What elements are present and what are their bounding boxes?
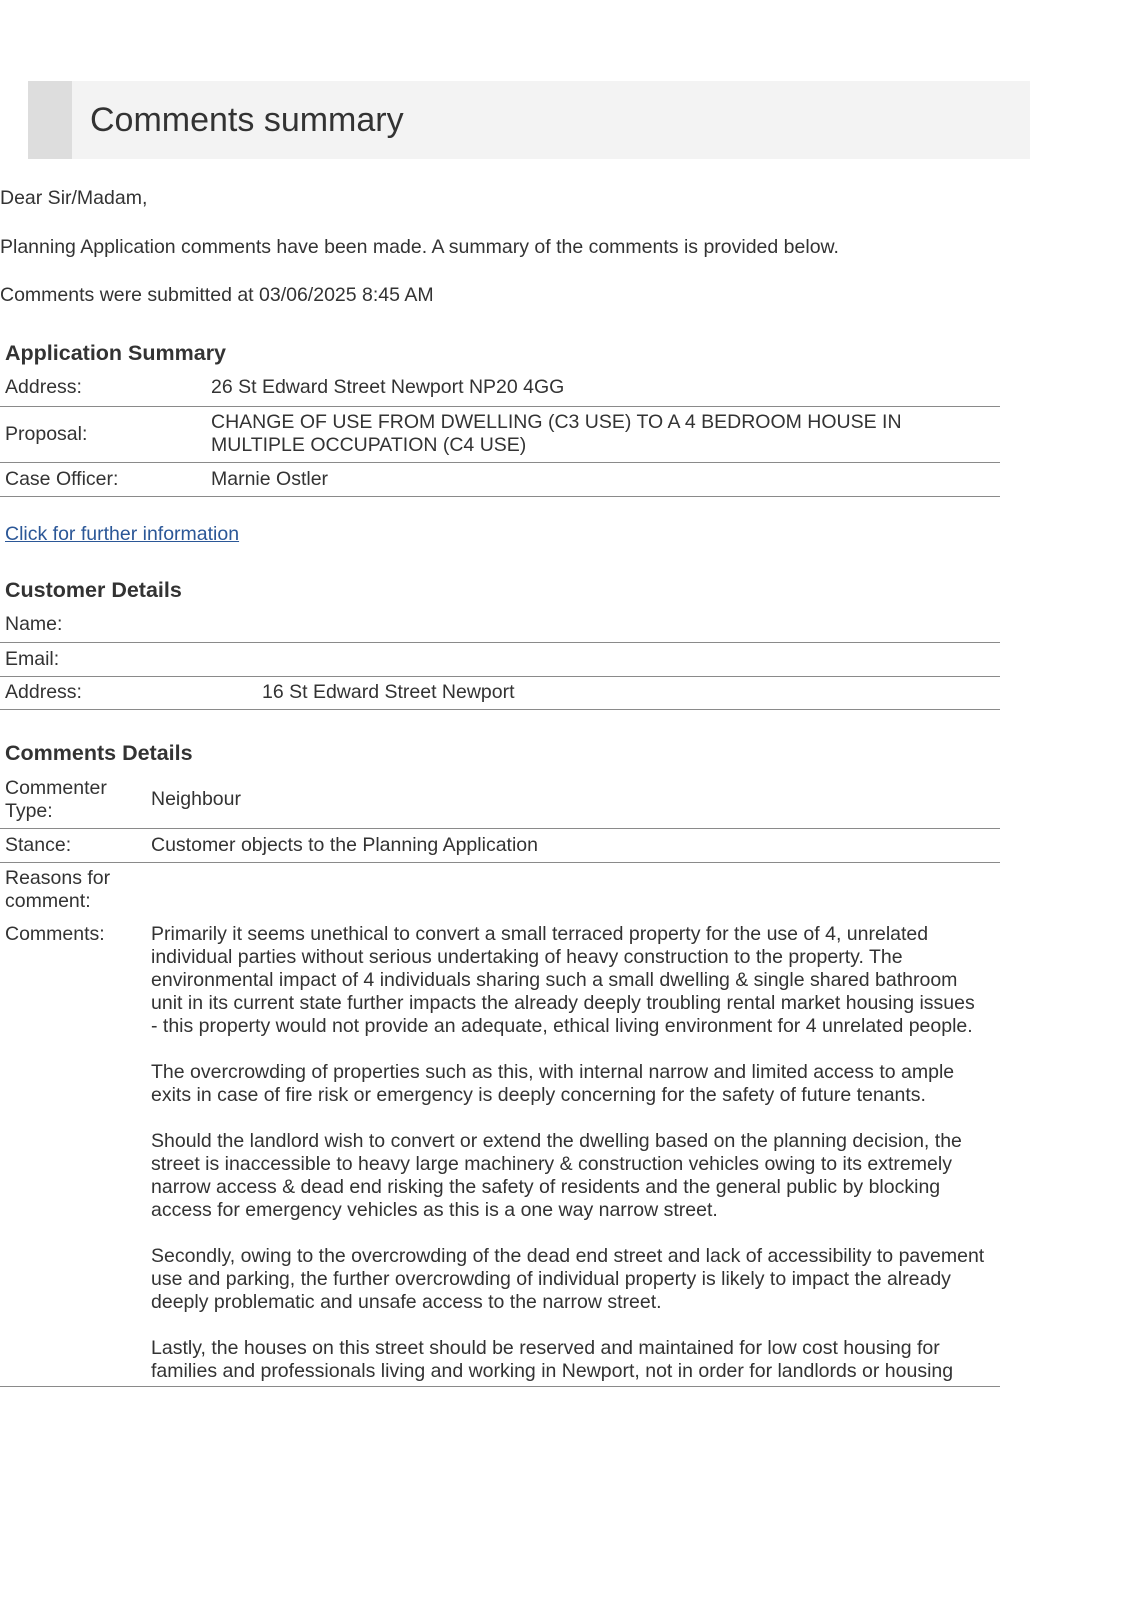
application-summary-table bbox=[0, 370, 1000, 497]
table-row bbox=[0, 406, 1000, 462]
customer-email bbox=[262, 642, 1000, 676]
commenter-type-label-line-1: Commenter bbox=[5, 776, 107, 799]
proposal-line-1: CHANGE OF USE FROM DWELLING (C3 USE) TO A 4 BEDROOM HOUSE IN bbox=[211, 411, 902, 433]
commenter-type-label bbox=[0, 772, 151, 828]
proposal-line-2: MULTIPLE OCCUPATION (C4 USE) bbox=[211, 434, 527, 456]
comments-body bbox=[151, 923, 986, 1383]
comment-paragraph: Primarily it seems unethical to convert a small terraced property for the use of 4, unrelated individual parties without serious undertaking of heavy construction to the property. The environmental impact of 4 individuals sharing such a small dwelling & single shared bathroom unit in its current state further impacts the already deeply troubling rental market housing issues - this property would not provide an adequate, ethical living environment for 4 unrelated people. bbox=[151, 922, 975, 1037]
further-information-link[interactable]: Click for further information bbox=[5, 523, 240, 545]
comment-paragraph: Secondly, owing to the overcrowding of the dead end street and lack of accessibility to pavement use and parking, the further overcrowding of individual property is likely to impact the already deeply problematic and unsafe access to the narrow street. bbox=[151, 1244, 985, 1313]
reasons-label bbox=[5, 867, 151, 913]
table-row bbox=[0, 370, 1000, 406]
commenter-type-value: Neighbour bbox=[151, 772, 1000, 828]
table-row bbox=[0, 462, 1000, 496]
address-label: Address: bbox=[0, 370, 211, 406]
proposal-label: Proposal: bbox=[0, 406, 211, 462]
table-row bbox=[0, 772, 1000, 828]
customer-details-table bbox=[0, 607, 1000, 710]
table-row bbox=[0, 642, 1000, 676]
application-summary-heading: Application Summary bbox=[5, 341, 227, 365]
customer-address: 16 St Edward Street Newport bbox=[262, 676, 1000, 709]
table-row bbox=[0, 607, 1000, 642]
table-row bbox=[0, 828, 1000, 862]
comments-details-heading: Comments Details bbox=[5, 741, 193, 765]
customer-address-label: Address: bbox=[0, 676, 262, 709]
case-officer-label: Case Officer: bbox=[0, 462, 211, 496]
customer-details-heading: Customer Details bbox=[5, 578, 182, 602]
title-bar bbox=[28, 81, 1030, 159]
reasons-row bbox=[5, 867, 1000, 913]
proposal-value bbox=[211, 406, 1000, 462]
application-address: 26 St Edward Street Newport NP20 4GG bbox=[211, 370, 1000, 406]
reasons-and-comments bbox=[0, 862, 1000, 1386]
comment-paragraph: Should the landlord wish to convert or extend the dwelling based on the planning decision, the street is inaccessible to heavy large machinery & construction vehicles owing to its extremely narrow access & dead end risking the safety of residents and the general public by blocking access for emergency vehicles as this is a one way narrow street. bbox=[151, 1129, 962, 1221]
reasons-label-line-1: Reasons for bbox=[5, 866, 111, 889]
intro-text: Planning Application comments have been made. A summary of the comments is provided below. bbox=[0, 236, 839, 258]
submitted-text: Comments were submitted at 03/06/2025 8:45 AM bbox=[0, 284, 434, 306]
case-officer-value: Marnie Ostler bbox=[211, 462, 1000, 496]
reasons-label-line-2: comment: bbox=[5, 889, 91, 912]
comments-label: Comments: bbox=[5, 922, 105, 945]
email-label: Email: bbox=[0, 642, 262, 676]
customer-name bbox=[262, 607, 1000, 642]
comments-details-table bbox=[0, 772, 1000, 1387]
stance-label: Stance: bbox=[0, 828, 151, 862]
name-label: Name: bbox=[0, 607, 262, 642]
greeting: Dear Sir/Madam, bbox=[0, 187, 148, 209]
title-accent bbox=[28, 81, 72, 159]
comments-row bbox=[5, 923, 1000, 1386]
comment-paragraph: The overcrowding of properties such as this, with internal narrow and limited access to ample exits in case of fire risk or emergency is deeply concerning for the safety of future tenants. bbox=[151, 1060, 955, 1106]
comment-paragraph: Lastly, the houses on this street should be reserved and maintained for low cost housing for families and professionals living and working in Newport, not in order for landlords or housing bbox=[151, 1336, 954, 1382]
table-row bbox=[0, 676, 1000, 709]
commenter-type-label-line-2: Type: bbox=[5, 799, 53, 822]
table-row bbox=[0, 862, 1000, 1386]
stance-value: Customer objects to the Planning Application bbox=[151, 828, 1000, 862]
page-title: Comments summary bbox=[90, 101, 404, 139]
